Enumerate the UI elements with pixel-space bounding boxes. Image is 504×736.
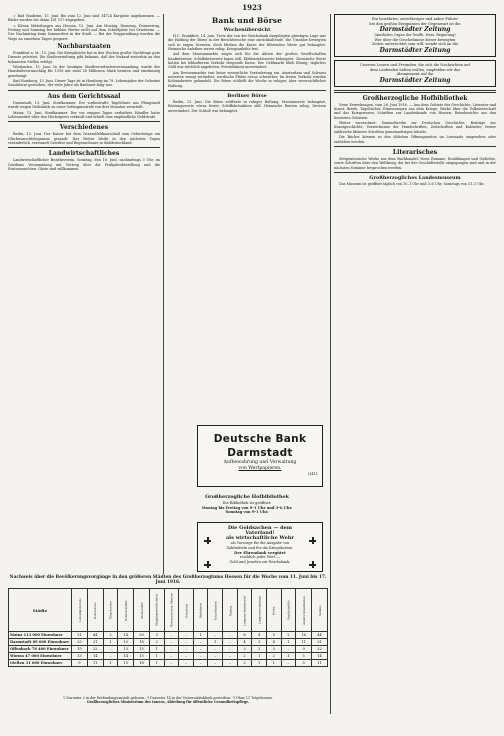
stats-cell: 5 (266, 632, 281, 639)
stats-header-city: Städte (9, 589, 72, 632)
stats-cell: 22 (312, 646, 328, 653)
stats-header-column: Krebs (266, 589, 281, 632)
stats-header-column: Lebendgeborene (72, 589, 88, 632)
stats-cell: 3 (149, 632, 164, 639)
library-notice (172, 492, 322, 515)
stats-cell: – (193, 660, 208, 667)
headline-gerichtssaal: Aus dem Gerichtssaal (47, 92, 121, 100)
gold-ad-line: Der Ehrendank vergütet (234, 549, 286, 555)
gold-ad-line: als Vorsorge für die Ausgabe von (230, 540, 290, 545)
stats-cell: 11 (296, 639, 312, 646)
stats-cell: – (208, 646, 223, 653)
stats-cell: 1 (193, 632, 208, 639)
stats-cell: 11 (312, 660, 328, 667)
ad-paper-name: Darmstädter Zeitung (379, 76, 451, 84)
stats-cell: 1 (149, 646, 164, 653)
table-row (9, 653, 328, 660)
stats-cell: 20 (134, 632, 150, 639)
stats-cell: 14 (118, 653, 134, 660)
stats-cell: 13 (118, 646, 134, 653)
stats-cell: – (223, 639, 238, 646)
stats-cell: 14 (87, 653, 103, 660)
divider (334, 90, 496, 93)
ad-paper-name: Darmstädter Zeitung (379, 26, 451, 34)
stats-cell: – (208, 632, 223, 639)
table-row (9, 632, 328, 639)
deutsche-bank-ad (197, 425, 323, 487)
gold-ad-line: als wirtschaftliche Wehr (225, 534, 295, 541)
stats-cell: 2 (149, 639, 164, 646)
stats-cell: 2 (103, 632, 118, 639)
divider (8, 147, 160, 148)
gold-ad-line: Die Goldsachen — dem (227, 525, 293, 531)
stats-cell: 15 (118, 639, 134, 646)
gold-ad (197, 522, 323, 572)
subhead-wochenuebersicht: Wochenübersicht (223, 27, 271, 33)
stats-cell: – (164, 639, 179, 646)
stats-city: Offenbach 78 400 Einwohner (9, 646, 72, 653)
stats-city: Gießen 31 000 Einwohner (9, 660, 72, 667)
ad-line: Ein bewährter, zuverlässiger und naher Führer (371, 17, 459, 21)
cross-icon (204, 553, 211, 572)
stats-city: Worms 47 000 Einwohner (9, 653, 72, 660)
stats-cell: 2 (237, 660, 252, 667)
darmstaedter-zeitung-ad-1 (334, 14, 496, 57)
cross-icon (309, 553, 316, 572)
stats-cell: 18 (134, 660, 150, 667)
stats-cell: 2 (237, 653, 252, 660)
stats-cell: 6 (237, 632, 252, 639)
ad-line: Zeiten unterrichtet sein will, wende sich an die (371, 42, 459, 47)
stats-cell: 15 (134, 646, 150, 653)
ad-line: Wer über die Geschehnisse dieser bewegten (374, 37, 456, 42)
stats-cell: 16 (296, 632, 312, 639)
stats-cell: – (179, 632, 194, 639)
stats-cell: 44 (312, 632, 328, 639)
page-number: 1923 (242, 3, 262, 12)
stats-cell: 3 (266, 646, 281, 653)
article-darmstadt-court: Darmstadt, 13. Juni. Strafkammer. Der vorbestrafte Tagelöhner aus Pfungstadt wurde wegen Diebstahls zu einer Gefängnisstrafe von drei Monaten verurteilt. (8, 100, 160, 110)
article-literarisches: Zeitgenössische Werke aus dem Buchhandel: Neue Romane, Erzählungen und Gedichte, sowie Schriften über den Weltkrieg, die bei der Geschäftsstelle eingegangen sind und in der nächsten Nummer besprochen werden. (334, 156, 496, 170)
stats-header-column: Lungenschwindsucht (237, 589, 252, 632)
ad-line: (Amtliches Organ der Großh. Hess. Regierung) (374, 33, 456, 38)
divider (8, 90, 160, 91)
cross-icon (204, 529, 211, 548)
column-3 (334, 14, 496, 187)
stats-cell: 2 (266, 653, 281, 660)
stats-cell: – (223, 653, 238, 660)
stats-cell: 44 (87, 632, 103, 639)
headline-landwirtschaftliches: Landwirtschaftliches (48, 150, 120, 158)
article-boerse-2: Auf dem Montanmarkte zeigte sich für die Aktien der großen Gesellschaften Kaufinteresse. Schiffahrtswerte lagen still, Elektrizitätswerte behauptet. Chemische Werte hatten bei lebhafterem Verkehr steigende Kurse. Der Geldmarkt blieb flüssig; tägliches Geld war reichlich angeboten, Privatdiskont unverändert. (168, 52, 326, 70)
stats-cell: 4 (266, 639, 281, 646)
ad-line: bei den großen Ereignissen der Gegenwart ist die (369, 21, 461, 26)
headline-nachbarstaaten: Nachbarstaaten (57, 43, 111, 51)
stats-cell: – (179, 639, 194, 646)
headline-hofbibliothek: Großherzogliche Hofbibliothek (362, 94, 468, 102)
stats-cell: 1 (208, 639, 223, 646)
stats-cell: 19 (72, 646, 88, 653)
stats-header-column: Lungenentzündung (252, 589, 267, 632)
article-berliner-boerse: Berlin, 13. Juni. Die Börse eröffnete in ruhiger Haltung. Montanwerte behauptet, Rüstungswerte etwas fester, Schiffahrtsaktien still. Heimische Renten ruhig; Devisen unverändert. Der Schluß war behauptet. (168, 100, 326, 113)
stats-header-column: Andere Krankheiten (296, 589, 312, 632)
article-wiesbaden: Wiesbaden, 13. Juni. In der heutigen Stadtverordnetenversammlung wurde der Haushaltsvoranschlag für 1916 mit rund 28 Millionen Mark beraten und einstimmig genehmigt. (8, 65, 160, 78)
article-landwirtschaft: Landwirtschaftlicher Bezirksverein. Sonntag, den 18. Juni, nachmittags 3 Uhr, im Gasthaus Versammlung mit Vortrag über die Frühjahrsbestellung und die Ernteaussichten. Gäste sind willkommen. (8, 158, 160, 171)
stats-cell: – (164, 646, 179, 653)
stats-cell: – (164, 653, 179, 660)
bank-ad-line1: Aufbewahrung und Verwaltung (223, 460, 297, 465)
stats-header-column: Totgeborene (103, 589, 118, 632)
stats-cell: 31 (72, 632, 88, 639)
stats-cell: – (223, 646, 238, 653)
stats-cell: 1 (103, 639, 118, 646)
stats-source: Großherzogliches Ministerium des Innern, Abteilung für öffentliche Gesundheitspflege. (86, 700, 250, 705)
headline-landesmuseum: Großherzogliches Landesmuseum (369, 174, 461, 181)
stats-cell: – (193, 646, 208, 653)
library-notice-line: Montag bis Freitag von 9–1 Uhr und 3–6 Uhr. (201, 505, 293, 510)
stats-cell: 1 (266, 660, 281, 667)
stats-cell: – (281, 646, 296, 653)
stats-cell: 4 (237, 639, 252, 646)
stats-cell: 13 (72, 653, 88, 660)
stats-cell: 4 (252, 632, 267, 639)
stats-city: Darmstadt 89 000 Einwohner (9, 639, 72, 646)
stats-cell: 1 (149, 653, 164, 660)
column-2 (168, 14, 326, 114)
divider (168, 90, 326, 91)
stats-cell: 1 (252, 660, 267, 667)
stats-cell: 14 (312, 653, 328, 660)
stats-header-column: Sterbeziffer (134, 589, 150, 632)
divider (334, 146, 496, 147)
stats-cell: 31 (87, 639, 103, 646)
stats-table (8, 588, 328, 667)
stats-cell: – (103, 646, 118, 653)
bank-ad-code: (3411 (307, 472, 318, 476)
stats-cell: 5 (296, 653, 312, 660)
stats-cell: – (179, 653, 194, 660)
bank-ad-title: Deutsche Bank Darmstadt (213, 433, 307, 459)
stats-cell: 15 (134, 653, 150, 660)
stats-cell: 22 (87, 646, 103, 653)
stats-header-column: Keuchhusten (208, 589, 223, 632)
article-kleine-mitteilungen: = Kleine Mitteilungen aus Hessen, 13. Juni. Am Montag, Dienstag, Donnerstag, Freitag und Samstag bei kühlem Wetter nicht auf dem Schießplatz bei Griesheim. — Der Nachmittag beim Sommerfest in der Stadt. — Bei der Truppenübung wurden die Wege an einzelnen Tagen gesperrt. (8, 23, 160, 41)
ad-paper-name: Darmstädter Zeitung (379, 46, 451, 54)
stats-header-column: Gestorbene (87, 589, 103, 632)
article-boerse-1: H.C. Frankfurt, 14. Juni. Trotz der von der Reichsbank dargelegten günstigen Lage war die Haltung der Börse in der Berichtswoche eine zurückhaltende. Die Umsätze bewegten sich in engen Grenzen, doch blieben die Kurse der führenden Werte gut behauptet. Heimische Anleihen waren ruhig, Kriegsanleihe fest. (168, 34, 326, 52)
stats-cell: – (208, 653, 223, 660)
headline-bank-boerse: Bank und Börse (211, 16, 283, 25)
gold-ad-line: Vaterland! (245, 529, 275, 536)
divider (334, 172, 496, 173)
stats-cell: 11 (87, 660, 103, 667)
stats-header-column: Scharlach (179, 589, 194, 632)
article-boerse-3: Am Devisenmarkte trat keine wesentliche Veränderung ein. Amsterdam und Schweiz notierten wenig verändert, nordische Plätze etwas schwächer. Im freien Verkehr wurden Kolonialwerte gehandelt. Die Börse schließt die Woche in ruhiger, aber zuversichtlicher Haltung. (168, 70, 326, 88)
stats-cell: – (164, 660, 179, 667)
stats-cell: 15 (118, 660, 134, 667)
table-row (9, 639, 328, 646)
stats-cell: – (223, 660, 238, 667)
headline-berliner-boerse: Berliner Börse (227, 93, 267, 100)
article-landesmuseum: Das Museum ist geöffnet täglich von 10–1 Uhr und 3–6 Uhr; Sonntags von 11–1 Uhr. (339, 181, 485, 186)
stats-header-column: Typhus (223, 589, 238, 632)
gold-ad-line: reichlich jeder Wert — (240, 555, 280, 560)
gold-ad-line: Gold und Juwelen zur Reichsbank. (229, 560, 291, 565)
stats-cell: – (193, 639, 208, 646)
stats-cell: – (103, 653, 118, 660)
column-rule-1 (163, 14, 164, 574)
headline-literarisches: Literarisches (392, 148, 438, 156)
library-notice-headline: Großherzogliche Hofbibliothek (205, 494, 289, 500)
stats-header-column: Summe (312, 589, 328, 632)
stats-cell: 3 (252, 639, 267, 646)
article-neue-erwerbungen: Neue Erwerbungen, vom 26. Juni 1916. — Aus dem Gebiete der Geschichte, Literatur und Kunst: Briefe, Tagebücher, Erinnerungen aus dem Kriege; Werke über die Volkswirtschaft und das Kriegswesen; Schriften zur Landeskunde von Hessen; Reiseberichte aus den besetzten Gebieten. (334, 102, 496, 120)
stats-cell: – (223, 632, 238, 639)
column-1 (8, 14, 160, 172)
divider (8, 121, 160, 122)
stats-header-column: Säuglingssterblichkeit (149, 589, 164, 632)
ad-line: dem Laufenden halten wollen, empfehlen wir das (369, 67, 461, 72)
stats-cell: 14 (118, 632, 134, 639)
column-rule-2 (330, 14, 331, 714)
stats-cell: 1 (281, 653, 296, 660)
stats-cell: 9 (72, 660, 88, 667)
stats-title: Nachweis über die Bevölkerungsvorgänge in den größeren Städten des Großherzogtums Hessen für die Woche vom 11. Juni bis 17. Juni 1916. (9, 575, 327, 585)
stats-cell: 31 (312, 639, 328, 646)
stats-header-column: Diphtherie (193, 589, 208, 632)
library-notice-line: Die Bibliothek ist geöffnet: (222, 501, 272, 505)
stats-header-column: Unglücksfälle (281, 589, 296, 632)
ad-line: Abonnement auf die (396, 72, 434, 77)
stats-cell: – (164, 632, 179, 639)
article-berlin: Berlin, 13. Juni. Der Kaiser hat dem Generalfeldmarschall zum Geburtstage ein Glückwunschtelegramm gesandt. Das Wetter bleibt in den nächsten Tagen veränderlich, vereinzelt Gewitter und Regenschauer in Süddeutschland. (8, 132, 160, 145)
headline-verschiedenes: Verschiedenes (59, 124, 109, 132)
stats-cell: – (193, 653, 208, 660)
stats-cell: 9 (296, 646, 312, 653)
stats-cell: 1 (103, 660, 118, 667)
article-verzeichnet: Weiter verzeichnet: Sammelwerke zur Deutschen Geschichte, Beiträge zur Kunstgeschichte, Verzeichnisse der Handschriften, Zeitschriften und Kalender; ferner zahlreiche kleinere Schriften gemeinnützigen Inhalts. (334, 121, 496, 134)
library-notice-line: Sonntag von 9–1 Uhr. (225, 510, 269, 515)
stats-header-column: Todesursachen: Masern (164, 589, 179, 632)
cross-icon (309, 529, 316, 548)
stats-cell: 1 (281, 639, 296, 646)
stats-footnote-text: ¹) Darunter 2 in der Entbindungsanstalt geboren. ²) Darunter 14 in der Universitätsklinik gestorben. ³) Ohne 11 Totgeborene. (62, 696, 274, 700)
article-bad-nauheim: = Bad Nauheim, 13. Juni. Bis zum 12. Juni sind 14724 Kurgäste angekommen. — Bäder wurden bis dahin 161 157 abgegeben. (8, 14, 160, 23)
stats-cell: 1 (252, 653, 267, 660)
stats-cell: 3 (237, 646, 252, 653)
stats-cell: – (281, 660, 296, 667)
stats-cell: 18 (134, 639, 150, 646)
stats-cell: – (208, 660, 223, 667)
darmstaedter-zeitung-ad-2 (334, 60, 496, 87)
stats-cell: – (179, 646, 194, 653)
stats-header-column: Geburtenziffer (118, 589, 134, 632)
stats-footnotes (8, 696, 328, 705)
stats-cell: 2 (252, 646, 267, 653)
ad-line: Unseren Lesern und Freunden, die sich die Nachrichten auf (360, 62, 470, 67)
gold-ad-line: Zahlmitteln und für die Kriegskosten. (226, 545, 294, 550)
bank-ad-line2: von Wertpapieren. (238, 466, 282, 471)
stats-cell: – (179, 660, 194, 667)
article-frankfurt: Frankfurt a. M., 13. Juni. Die Kriegsküche hat in den Wochen großer Nachfrage gute Dienste geleistet. Die Stadtverwaltung gibt bekannt, daß der Verkauf weiterhin an den bekannten Stellen erfolgt. (8, 51, 160, 64)
stats-cell: 5 (296, 660, 312, 667)
article-homburg: Bad Homburg, 13. Juni. Dieser Tage ist in Homburg im 79. Lebensjahre der Geheime Sanitätsrat gestorben, der viele Jahre als Badearzt tätig war. (8, 79, 160, 88)
stats-cell: 25 (72, 639, 88, 646)
stats-cell: 1 (149, 660, 164, 667)
stats-city: Mainz 113 000 Einwohner (9, 632, 72, 639)
article-mainz-court: Mainz, 13. Juni. Strafkammer. Der vor einigen Tagen verhaftete Händler hatte Lebensmittel über den Höchstpreis verkauft und erhielt eine empfindliche Geldstrafe. (8, 110, 160, 119)
table-row (9, 660, 328, 667)
stats-cell: 2 (281, 632, 296, 639)
table-row (9, 646, 328, 653)
article-lesesaal: Die Bücher können zu den üblichen Öffnungszeiten im Lesesaale eingesehen oder entliehen werden. (334, 135, 496, 144)
